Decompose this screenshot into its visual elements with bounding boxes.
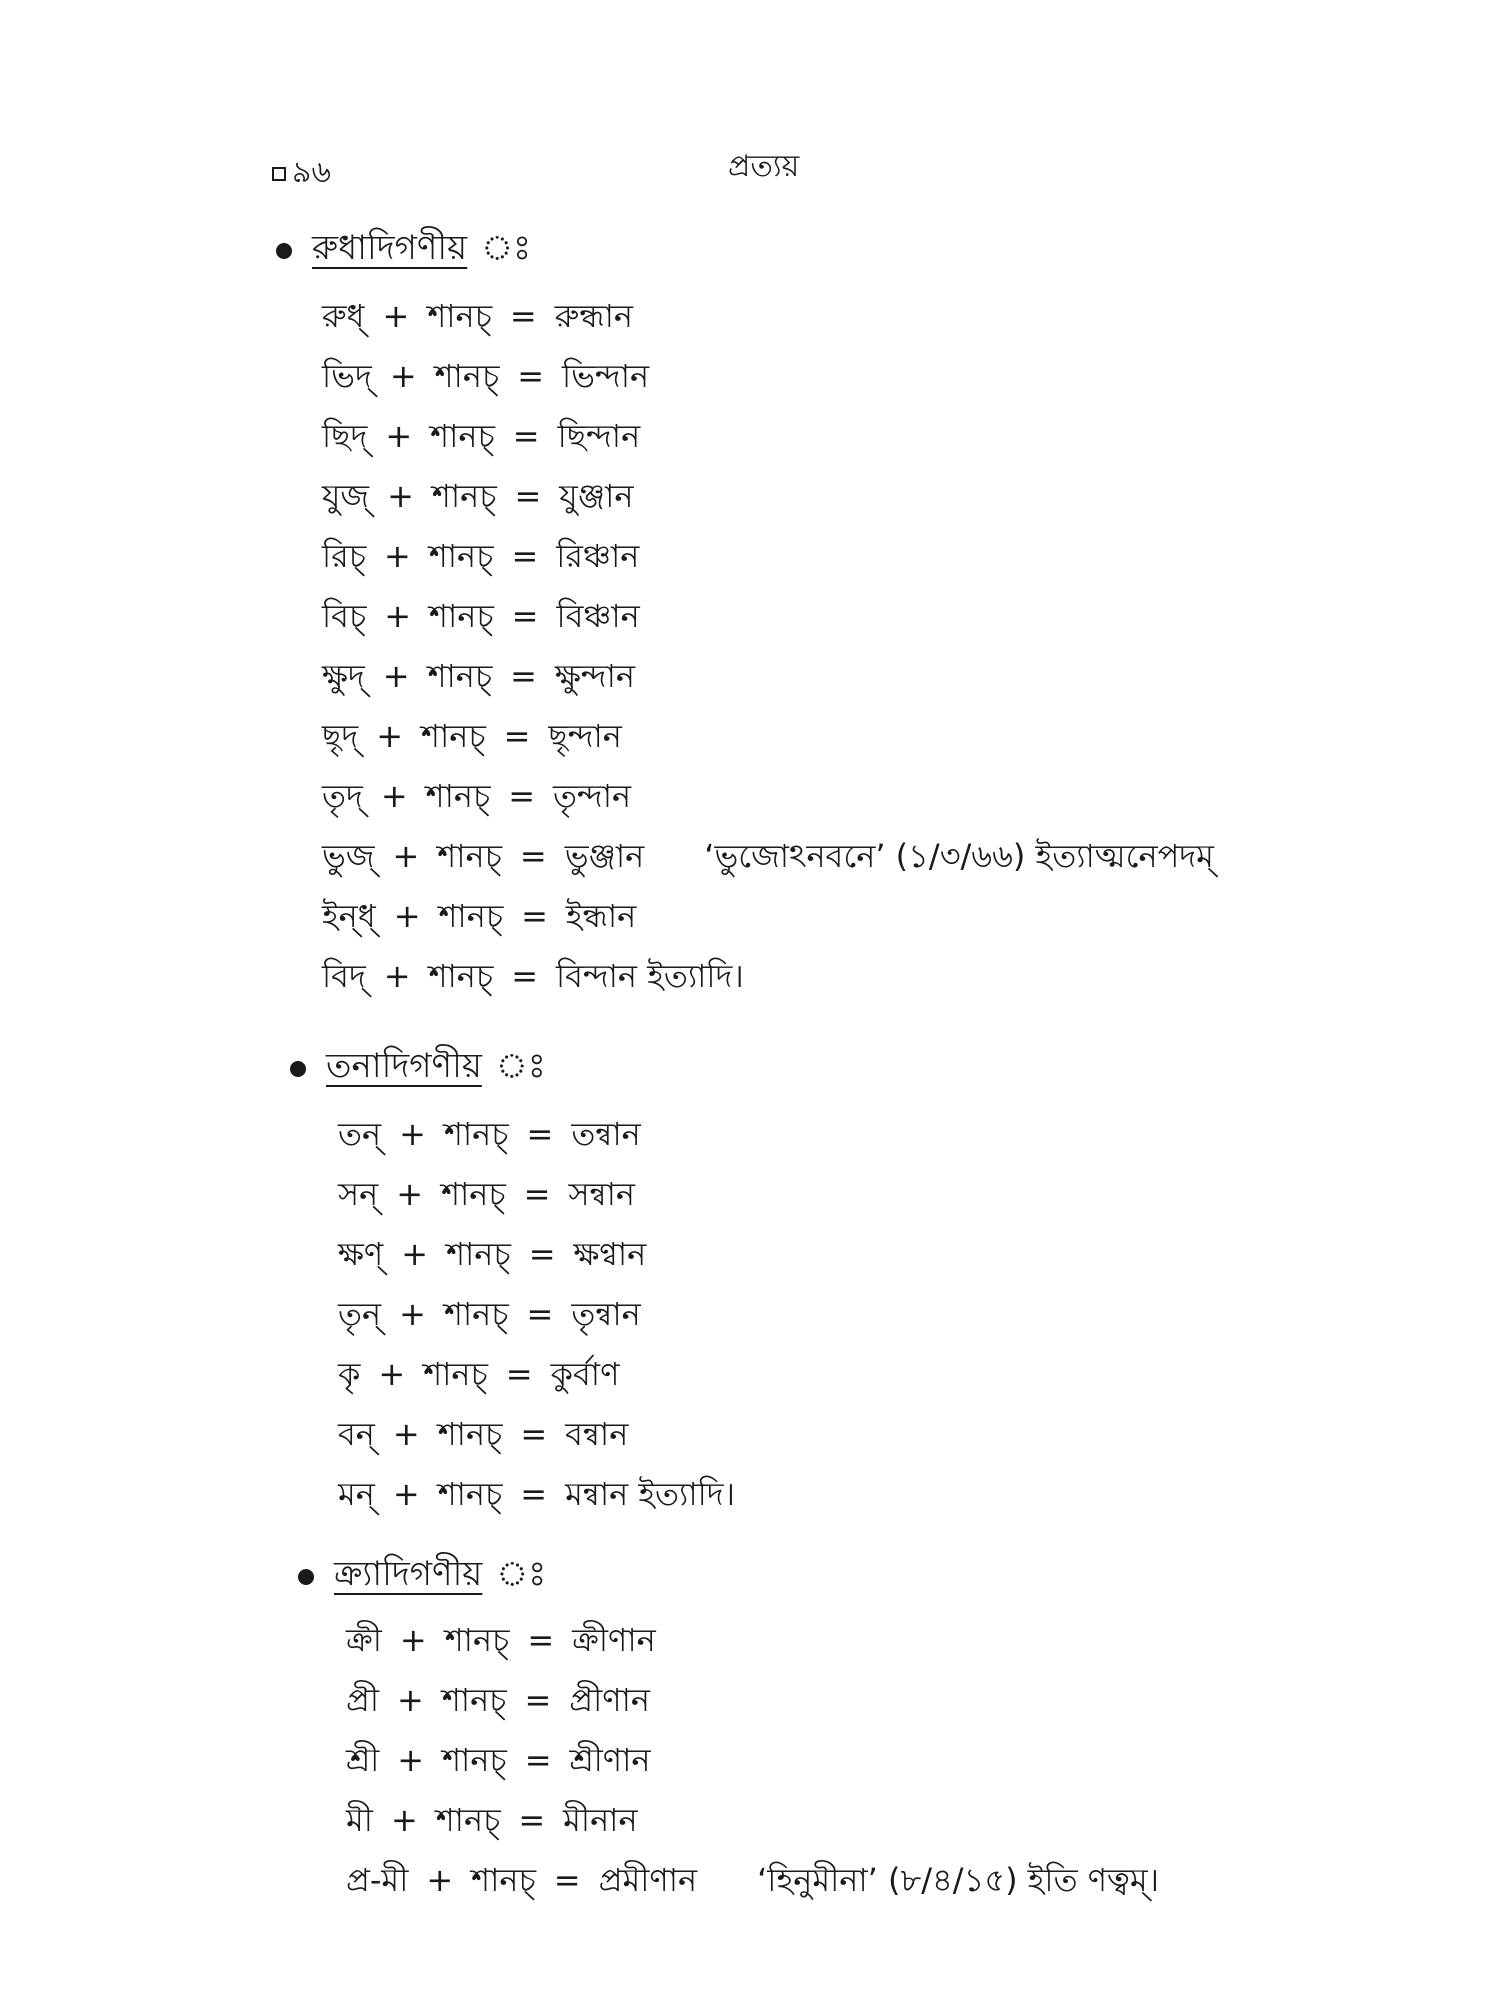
bullet-icon [290,1061,306,1077]
row-plus: + [384,537,411,575]
section-heading-text: ক্র্যাদিগণীয় [334,1554,483,1594]
row-list [338,1104,795,1524]
row-suffix: শানচ্ [427,297,492,335]
row-root: তৃন্ [338,1295,382,1333]
row-result: ক্ষণ্বান [573,1235,647,1273]
row-root: ছিদ্ [322,417,368,455]
list-item [338,1104,795,1164]
page-number-text: ৯৬ [292,155,331,190]
list-item [338,1164,795,1224]
row-root: মী [346,1801,373,1839]
row-equals: = [514,477,542,515]
row-suffix: শানচ্ [434,357,500,395]
row-plus: + [390,1801,418,1839]
row-plus: + [392,837,420,875]
list-item [322,286,1214,346]
row-root: সন্ [338,1175,379,1213]
row-root: শ্রী [346,1741,380,1779]
row-equals: = [510,657,537,695]
row-suffix: শানচ্ [444,1621,510,1659]
row-root: ক্ষণ্ [338,1235,384,1273]
row-result: প্রীণান [569,1681,651,1719]
row-result: ইন্ধান [565,897,637,935]
row-plus: + [382,657,410,695]
row-suffix: শানচ্ [428,957,494,995]
list-item [338,1224,795,1284]
row-root: বিচ্ [322,597,367,635]
row-plus: + [383,957,411,995]
page-number [272,148,331,199]
row-equals: = [553,1861,581,1899]
list-item [322,946,1214,1006]
section-heading [290,1040,546,1097]
list-item [338,1404,795,1464]
row-equals: = [505,1355,533,1393]
row-plus: + [397,1681,424,1719]
row-result: ছৃন্দান [548,717,622,755]
row-suffix: শানচ্ [423,1355,488,1393]
section-heading [298,1548,546,1605]
row-suffix: শানচ্ [431,477,497,515]
list-item [346,1790,1159,1850]
section-heading-colon: ঃ [495,1046,546,1086]
row-result: রুন্ধান [554,297,633,335]
list-item [346,1670,1159,1730]
row-result: শ্রীণান [569,1741,651,1779]
row-suffix: শানচ্ [430,417,495,455]
list-item [322,466,1214,526]
running-title: প্রত্যয় [728,149,800,184]
row-root: ক্রী [346,1621,382,1659]
row-root: তৃদ্ [322,777,363,815]
row-result: ক্রীণান [572,1621,656,1659]
row-equals: = [519,837,547,875]
list-item [322,706,1214,766]
row-root: ক্ষুদ্ [322,657,365,695]
list-item [322,886,1214,946]
row-equals: = [512,417,540,455]
row-result: কুর্বাণ [550,1355,620,1393]
row-equals: = [511,597,539,635]
row-result: ভুঞ্জান [564,837,645,875]
row-suffix: শানচ্ [441,1175,506,1213]
row-suffix: শানচ্ [443,1295,509,1333]
row-result: ক্ষুন্দান [554,657,635,695]
section-heading-colon: ঃ [496,1554,547,1594]
row-suffix: শানচ্ [437,1415,503,1453]
list-item [322,406,1214,466]
row-plus: + [382,297,410,335]
row-equals: = [524,1741,552,1779]
row-plus: + [378,1355,406,1393]
list-item [322,766,1214,826]
row-root: ভিদ্ [322,357,372,395]
row-suffix: শানচ্ [425,777,491,815]
row-note: ‘ভুজোঽনবনে’ (১/৩/৬৬) ইত্যাত্মনেপদম্ [704,837,1214,875]
row-equals: = [508,777,536,815]
row-plus: + [401,1235,429,1273]
row-plus: + [385,417,413,455]
row-root: রুধ্ [322,297,365,335]
list-item [346,1730,1159,1790]
row-suffix: শানচ্ [437,1475,503,1513]
row-suffix: শানচ্ [421,717,486,755]
section-heading-text: রুধাদিগণীয় [312,228,468,268]
bullet-icon [298,1569,314,1585]
bullet-icon [276,243,292,259]
row-suffix: শানচ্ [446,1235,511,1273]
row-equals: = [526,1295,554,1333]
row-result: তৃন্বান [571,1295,641,1333]
row-plus: + [387,477,414,515]
list-item [346,1850,1159,1910]
row-equals: = [511,537,539,575]
row-equals: = [517,357,545,395]
row-root: তন্ [338,1115,382,1153]
section-heading-text: তনাদিগণীয় [326,1046,482,1086]
row-result: ভিন্দান [562,357,650,395]
row-result: রিঞ্চান [556,537,640,575]
row-suffix: শানচ্ [443,1115,509,1153]
row-suffix: শানচ্ [441,1681,507,1719]
list-item [338,1464,795,1524]
list-item [322,586,1214,646]
row-equals: = [518,1801,546,1839]
row-equals: = [509,297,537,335]
row-result: মন্বান ইত্যাদি। [565,1475,736,1513]
row-result: ছিন্দান [557,417,641,455]
row-plus: + [392,1415,420,1453]
row-root: প্রী [346,1681,380,1719]
section-heading-colon: ঃ [481,228,532,268]
row-root: ভুজ্ [322,837,375,875]
list-item [338,1284,795,1344]
list-item [322,346,1214,406]
row-suffix: শানচ্ [438,897,504,935]
row-suffix: শানচ্ [442,1741,507,1779]
row-suffix: শানচ্ [437,837,502,875]
row-root: মন্ [338,1475,375,1513]
square-icon [272,167,286,181]
row-equals: = [511,957,538,995]
row-plus: + [397,1741,425,1779]
row-plus: + [393,897,421,935]
row-equals: = [523,1175,551,1213]
row-suffix: শানচ্ [471,1861,536,1899]
list-item [322,646,1214,706]
row-plus: + [376,717,404,755]
row-plus: + [399,1115,426,1153]
row-result: যুঞ্জান [559,477,634,515]
row-note: ‘হিনুমীনা’ (৮/৪/১৫) ইতি ণত্বম্। [757,1861,1160,1899]
row-root: কৃ [338,1355,361,1393]
row-equals: = [524,1681,552,1719]
row-suffix: শানচ্ [428,537,494,575]
row-root: রিচ্ [322,537,367,575]
section-heading [276,222,531,279]
row-result: বিন্দান ইত্যাদি। [556,957,744,995]
row-result: তৃন্দান [553,777,632,815]
row-result: প্রমীণান [598,1861,698,1899]
row-equals: = [526,1115,554,1153]
row-equals: = [520,1415,548,1453]
row-result: বন্বান [565,1415,629,1453]
list-item [338,1344,795,1404]
row-equals: = [503,717,531,755]
row-result: মীনান [563,1801,638,1839]
row-equals: = [521,897,548,935]
row-root: বিদ্ [322,957,366,995]
row-result: বিঞ্চান [556,597,640,635]
row-plus: + [380,777,408,815]
row-root: প্র-মী [346,1861,409,1899]
row-plus: + [399,1295,426,1333]
row-list [322,286,1214,1006]
list-item [346,1610,1159,1670]
row-plus: + [389,357,417,395]
row-list [346,1610,1159,1910]
row-equals: = [528,1235,556,1273]
row-plus: + [426,1861,454,1899]
list-item [322,526,1214,586]
row-result: তন্বান [571,1115,641,1153]
row-equals: = [527,1621,555,1659]
list-item [322,826,1214,886]
row-suffix: শানচ্ [429,597,494,635]
row-suffix: শানচ্ [427,657,493,695]
row-root: ছৃদ্ [322,717,359,755]
row-suffix: শানচ্ [435,1801,501,1839]
row-root: যুজ্ [322,477,370,515]
row-equals: = [520,1475,548,1513]
row-plus: + [392,1475,420,1513]
row-result: সন্বান [568,1175,635,1213]
row-plus: + [384,597,412,635]
row-root: ইন্ধ্ [322,897,376,935]
row-root: বন্ [338,1415,375,1453]
row-plus: + [396,1175,424,1213]
row-plus: + [399,1621,427,1659]
